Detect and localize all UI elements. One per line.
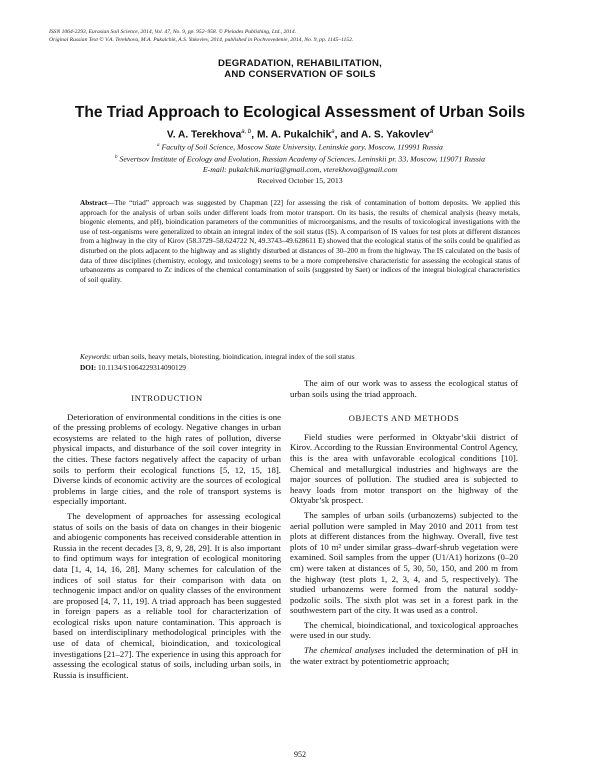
- paragraph: The samples of urban soils (urbanozems) subjected to the aerial pollution were sampled in May 2010 and 2011 from test plots at different distances from the highway. Overall, five test plots of 10 m² under similar grass–dwarf-shrub vegetation were examined. Soil samples from the upper (U1/A1) horizons (0–20 cm) were taken at distances of 5, 30, 50, 150, and 200 m from the highway (test plots 1, 2, 3, 4, and 5, respectively). The studied urbanozems were formed from the natural soddy-podzolic soils. The sixth plot was set in a forest park in the southwestern part of the city. It was used as a control.: [290, 509, 518, 616]
- author-affiliation-mark: a: [429, 129, 434, 135]
- author-name: V. A. Terekhova: [166, 129, 242, 141]
- left-column: [53, 393, 281, 684]
- paragraph: The development of approaches for assessing ecological status of soils on the basis of data on changes in their biogenic and abiogenic components has received considerable attention in Russia in the recent decades [3, 8, 9, 28, 29]. It is also important to find optimum ways for integration of ecological monitoring data [1, 4, 14, 16, 28]. Many schemes for calculation of the indices of soil status for their comparison with data on technogenic impact and/or on quality classes of the environment are proposed [4, 7, 11, 19]. A triad approach has been suggested in foreign papers as a reliable tool for characterization of ecological risks upon nature contamination. This approach is based on interdisciplinary methodological principles with the use of data of chemical, bioindication, and toxicological investigations [21–27]. The experience in using this approach for assessing the ecological status of soils, including urban soils, in Russia is insufficient.: [53, 510, 282, 680]
- affiliations: [40, 141, 560, 186]
- paragraph: Field studies were performed in Oktyabr’skii district of Kirov. According to the Russian Environmental Control Agency, this is the area with unfavorable ecological conditions [10]. Chemical and metallurgical industries and highways are the major sources of pollution. The studied area is subjected to heavy loads from motor transport on the highway of the Oktyabr’sk prospect.: [290, 431, 518, 506]
- doi-label: DOI:: [80, 362, 97, 372]
- paragraph: [290, 645, 518, 666]
- introduction-heading: INTRODUCTION: [131, 393, 203, 403]
- doi-line: [80, 363, 520, 374]
- paragraph-text: included the determination of pH in the water extract by potentiometric approach;: [290, 645, 519, 666]
- paragraph: The aim of our work was to assess the ecological status of urban soils using the triad approach.: [290, 378, 518, 399]
- keywords-block: [80, 352, 520, 373]
- methods-heading: OBJECTS AND METHODS: [348, 413, 460, 424]
- affiliation-text: Severtsov Institute of Ecology and Evolution, Russian Academy of Sciences, Leninskii pr. 33, Moscow, 119071 Russia: [119, 154, 485, 164]
- paragraph: The chemical, bioindicational, and toxicological approaches were used in our study.: [290, 619, 518, 641]
- section-heading: [130, 58, 470, 81]
- doi-value: 10.1134/S1064229314090129: [98, 362, 186, 372]
- author-name: M. A. Pukalchik: [256, 129, 332, 141]
- paper-title: The Triad Approach to Ecological Assessment of Urban Soils: [74, 104, 526, 121]
- affiliation-mark: b: [115, 155, 118, 161]
- journal-header: [49, 29, 519, 44]
- page-number: 952: [294, 750, 306, 759]
- author-list: V. A. Terekhova$^{a, b}$, M. A. Pukalchik$^a$, and A. S. Yakovlev$^a$: [166, 129, 434, 141]
- author-name: and A. S. Yakovlev: [340, 129, 430, 141]
- abstract-label: Abstract: [80, 198, 108, 207]
- received-date: Received October 15, 2013: [257, 175, 343, 185]
- keywords-label: Keywords: [80, 352, 109, 361]
- affiliation-mark: a: [157, 143, 160, 148]
- abstract: [80, 198, 520, 284]
- italic-term: The chemical analyses: [304, 645, 386, 656]
- journal-citation-line: ISSN 1064-2293, Eurasian Soil Science, 2014, Vol. 47, No. 9, pp. 952–958. © Pleiades Publishing, Ltd., 2014.: [49, 29, 297, 35]
- paragraph: Deterioration of environmental conditions in the cities is one of the pressing problems of ecology. Negative changes in urban ecosystems are related to the high rates of pollution, diverse physical impacts, and disturbance of the soil cover integrity in the cities. These factors negatively affect the capacity of urban soils to perform their ecological functions [5, 12, 15, 18]. Diverse kinds of economic activity are the sources of ecological problems in large cities, and the role of transport systems is especially important.: [53, 411, 281, 507]
- affiliation-text: Faculty of Soil Science, Moscow State University, Leninskie gory, Moscow, 119991 Russia: [161, 142, 443, 152]
- author-affiliation-mark: a, b: [241, 129, 252, 135]
- original-text-line: Original Russian Text © V.A. Terekhova, M.A. Pukalchik, A.S. Yakovlev, 2014, published in Pochvovedenie, 2014, No. 9, pp. 1145–1152.: [49, 36, 354, 43]
- affiliation-b: [40, 153, 560, 165]
- keywords-text: : urban soils, heavy metals, biotesting, bioindication, integral index of the soil status: [108, 352, 355, 361]
- section-heading-line-1: DEGRADATION, REHABILITATION,: [218, 58, 382, 69]
- section-heading-line-2: AND CONSERVATION OF SOILS: [224, 69, 376, 81]
- email-line: E-mail: pukalchik.maria@gmail.com, vterekhova@gmail.com: [202, 165, 398, 175]
- affiliation-a: [40, 141, 560, 153]
- right-column: [290, 378, 518, 670]
- abstract-text: —The “triad” approach was suggested by Chapman [22] for assessing the risk of contamination of bottom deposits. We applied this approach for the analysis of urban soils under different loads from motor transport. On its basis, the results of chemical analysis (heavy metals, biogenic elements, and pH), bioindication parameters of the communities of microorganisms, and the results of toxicological investigations with the use of test-organisms were generalized to obtain an integral index of the soil status (IS). A comparison of IS values for test plots at different distances from a highway in the city of Kirov (58.3729–58.624722 N, 49.3743–49.628611 E) showed that the ecological status of the soils could be qualified as disturbed on the plots adjacent to the highway and as slightly disturbed at distances of 30–200 m from the highway. The IS calculated on the basis of data of three disciplines (chemistry, ecology, and toxicology) seems to be a more comprehensive characteristic for assessing the ecological status of urbanozems as compared to Zc indices of the chemical contamination of soils (suggested by Saet) or indices of the integral biological characteristics of soil quality.: [80, 198, 520, 284]
- author-affiliation-mark: a: [331, 129, 335, 135]
